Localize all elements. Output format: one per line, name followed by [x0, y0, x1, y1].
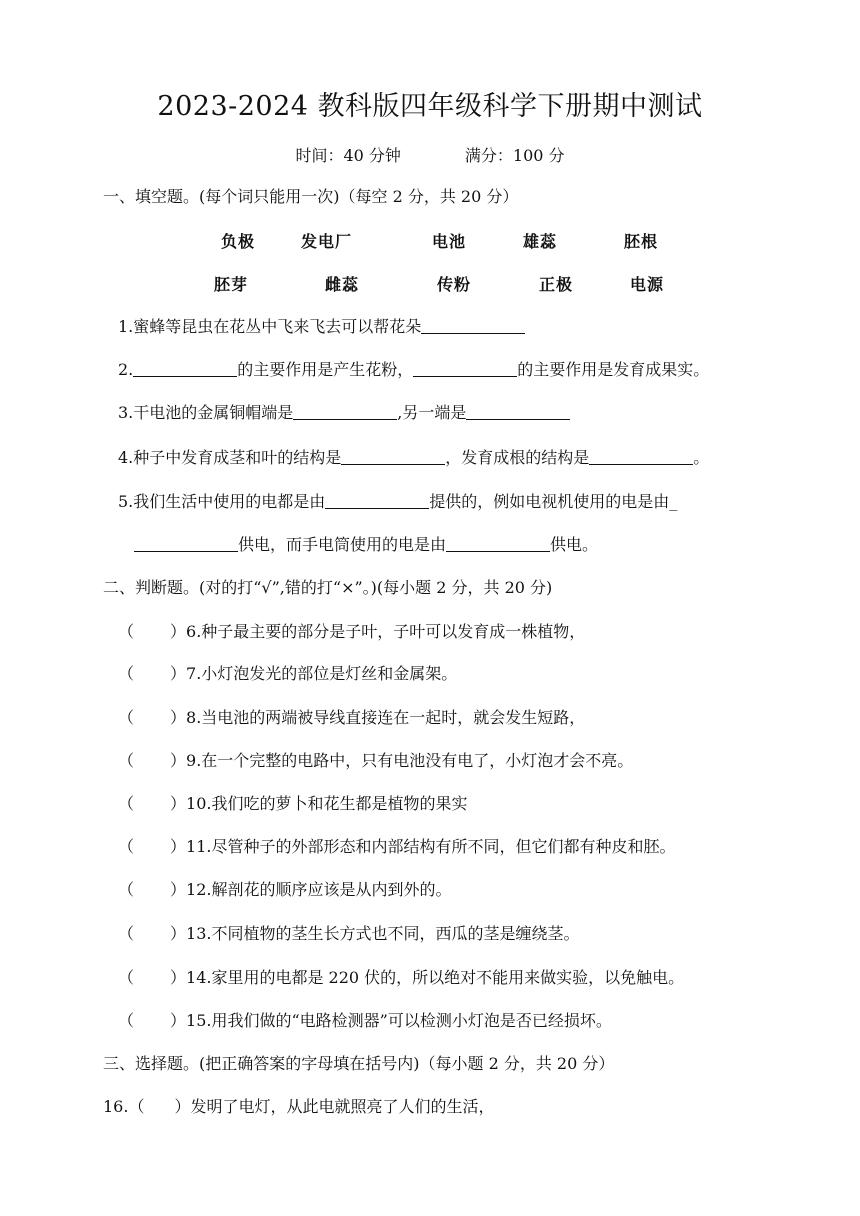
judge-text: ）15.用我们做的“电路检测器”可以检测小灯泡是否已经损坏。	[170, 1011, 612, 1030]
judge-item-13	[118, 923, 579, 945]
word-bank-item: 电源	[630, 275, 665, 294]
section-fill-heading: 一、填空题。(每个词只能用一次)（每空 2 分，共 20 分）	[103, 187, 519, 206]
question-text: 5.我们生活中使用的电都是由	[118, 492, 326, 511]
word-bank-item: 传粉	[437, 275, 472, 294]
answer-paren-open[interactable]: （	[118, 794, 135, 813]
answer-blank[interactable]	[134, 535, 238, 552]
fill-question-5-continued	[134, 534, 598, 556]
question-text: 2.	[118, 360, 134, 379]
word-bank-item: 胚根	[624, 232, 659, 251]
answer-paren-open[interactable]: （	[118, 622, 135, 641]
word-bank-item: 雄蕊	[523, 232, 558, 251]
question-text: 提供的，例如电视机使用的电是由_	[429, 492, 678, 511]
question-text: 供电，而手电筒使用的电是由	[238, 535, 447, 554]
section-choice-heading: 三、选择题。(把正确答案的字母填在括号内)（每小题 2 分，共 20 分）	[103, 1054, 615, 1073]
answer-blank[interactable]	[133, 360, 237, 377]
word-bank-item: 电池	[432, 232, 467, 251]
judge-text: ）11.尽管种子的外部形态和内部结构有所不同，但它们都有种皮和胚。	[170, 837, 676, 856]
judge-text: ）7.小灯泡发光的部位是灯丝和金属架。	[170, 664, 458, 683]
choice-paren-open[interactable]: 16.（	[103, 1097, 145, 1116]
judge-text: ）6.种子最主要的部分是子叶，子叶可以发育成一株植物，	[170, 622, 586, 641]
question-text: 4.种子中发育成茎和叶的结构是	[118, 448, 342, 467]
question-text: 的主要作用是发育成果实。	[517, 360, 710, 379]
question-text: 1.蜜蜂等昆虫在花丛中飞来飞去可以帮花朵	[118, 317, 422, 336]
judge-text: ）9.在一个完整的电路中，只有电池没有电了，小灯泡才会不亮。	[170, 751, 634, 770]
fill-question-5	[118, 491, 677, 513]
judge-item-10	[118, 793, 467, 815]
judge-text: ）8.当电池的两端被导线直接连在一起时，就会发生短路，	[170, 708, 586, 727]
fill-question-4	[118, 447, 709, 469]
exam-meta	[0, 143, 860, 166]
answer-paren-open[interactable]: （	[118, 924, 135, 943]
section-judge-heading: 二、判断题。(对的打“√”,错的打“×”。)(每小题 2 分，共 20 分)	[103, 578, 553, 597]
answer-blank[interactable]	[589, 448, 693, 465]
exam-full-score: 满分：100 分	[464, 146, 565, 165]
answer-blank[interactable]	[325, 492, 429, 509]
judge-text: ）12.解剖花的顺序应该是从内到外的。	[170, 880, 452, 899]
word-bank-row-1	[0, 229, 860, 253]
judge-item-15	[118, 1010, 612, 1032]
answer-blank[interactable]	[413, 360, 517, 377]
exam-title: 2023-2024 教科版四年级科学下册期中测试	[157, 91, 703, 122]
judge-item-8	[118, 707, 585, 729]
judge-item-7	[118, 663, 457, 685]
fill-question-2	[118, 359, 709, 381]
fill-question-3	[118, 402, 570, 424]
word-bank-item: 胚芽	[214, 275, 249, 294]
question-text: ）发明了电灯，从此电就照亮了人们的生活，	[174, 1097, 495, 1116]
word-bank-item: 雌蕊	[325, 275, 360, 294]
question-text: 供电。	[550, 535, 599, 554]
answer-blank[interactable]	[293, 403, 397, 420]
answer-paren-open[interactable]: （	[118, 1011, 135, 1030]
judge-item-11	[118, 836, 675, 858]
question-text: ,另一端是	[397, 403, 467, 422]
answer-blank[interactable]	[341, 448, 445, 465]
judge-item-9	[118, 750, 633, 772]
fill-question-1	[118, 316, 525, 338]
question-text: 。	[693, 448, 710, 467]
judge-text: ）10.我们吃的萝卜和花生都是植物的果实	[170, 794, 468, 813]
judge-item-12	[118, 879, 451, 901]
judge-text: ）13.不同植物的茎生长方式也不同，西瓜的茎是缠绕茎。	[170, 924, 580, 943]
judge-item-14	[118, 967, 684, 989]
word-bank-row-2	[0, 272, 860, 296]
answer-blank[interactable]	[421, 317, 525, 334]
word-bank-item: 负极	[221, 232, 256, 251]
answer-paren-open[interactable]: （	[118, 751, 135, 770]
answer-paren-open[interactable]: （	[118, 837, 135, 856]
question-text: 3.干电池的金属铜帽端是	[118, 403, 294, 422]
answer-blank[interactable]	[466, 403, 570, 420]
answer-paren-open[interactable]: （	[118, 968, 135, 987]
word-bank-item: 正极	[539, 275, 574, 294]
choice-question-16	[103, 1096, 494, 1118]
judge-text: ）14.家里用的电都是 220 伏的，所以绝对不能用来做实验，以免触电。	[170, 968, 685, 987]
word-bank-item: 发电厂	[301, 232, 353, 251]
question-text: ，发育成根的结构是	[445, 448, 590, 467]
answer-paren-open[interactable]: （	[118, 664, 135, 683]
answer-blank[interactable]	[446, 535, 550, 552]
answer-paren-open[interactable]: （	[118, 880, 135, 899]
exam-time: 时间：40 分钟	[295, 146, 401, 165]
question-text: 的主要作用是产生花粉，	[237, 360, 414, 379]
answer-paren-open[interactable]: （	[118, 708, 135, 727]
judge-item-6	[118, 621, 585, 643]
